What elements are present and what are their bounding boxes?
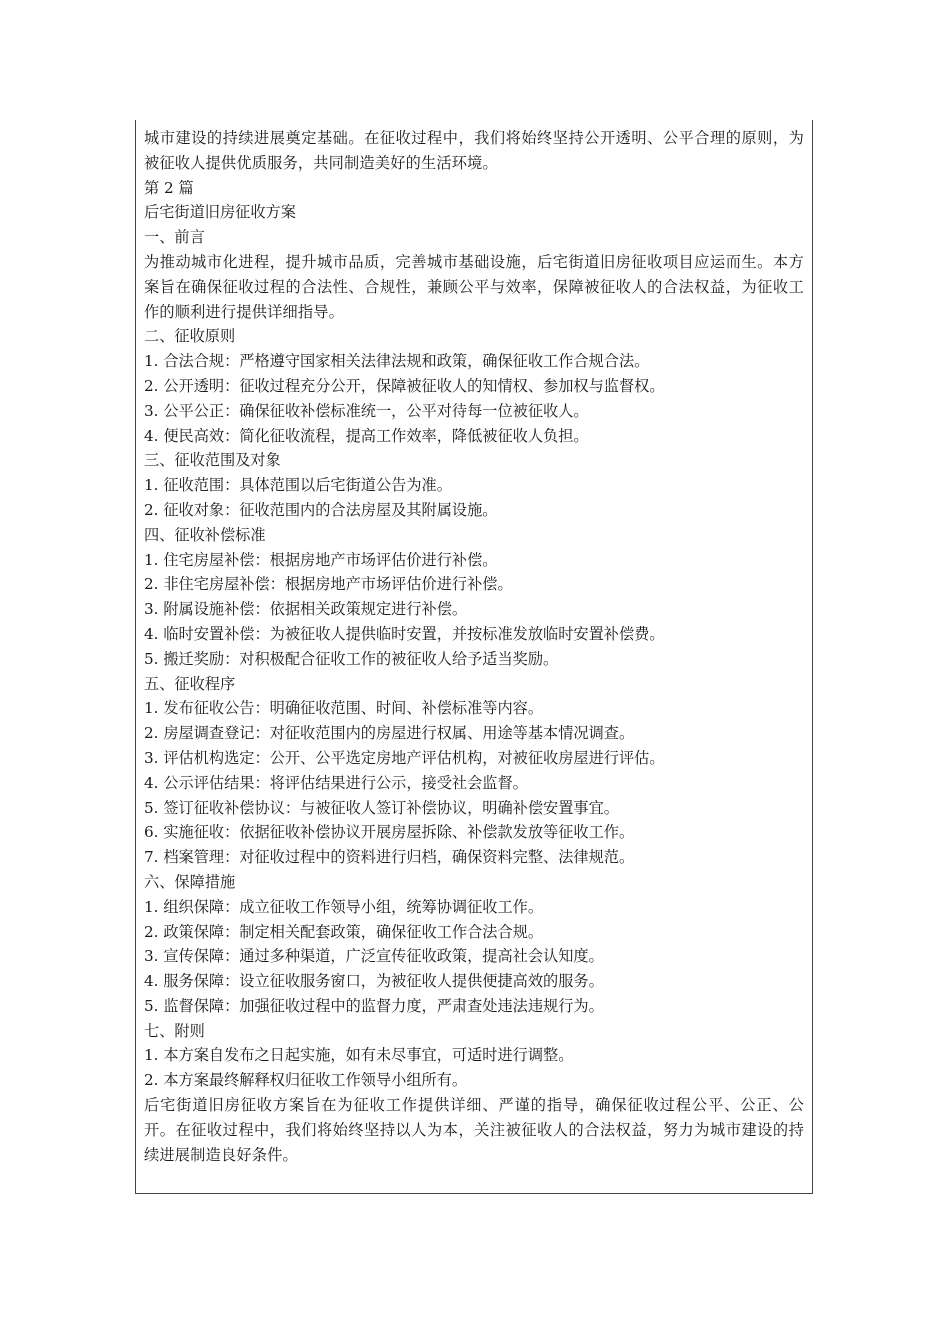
list-item: 2. 本方案最终解释权归征收工作领导小组所有。 xyxy=(144,1071,468,1090)
list-item: 3. 评估机构选定：公开、公平选定房地产评估机构，对被征收房屋进行评估。 xyxy=(144,748,665,767)
list-item: 7. 档案管理：对征收过程中的资料进行归档，确保资料完整、法律规范。 xyxy=(144,848,635,867)
section-heading: 五、征收程序 xyxy=(144,674,236,693)
closing-paragraph: 后宅街道旧房征收方案旨在为征收工作提供详细、严谨的指导，确保征收过程公平、公正、公开。在征收过程中，我们将始终坚持以人为本，关注被征收人的合法权益，努力为城市建设的持续进展制造良好条件。 xyxy=(144,1096,804,1164)
list-item: 5. 签订征收补偿协议：与被征收人签订补偿协议，明确补偿安置事宜。 xyxy=(144,798,619,817)
document-title: 后宅街道旧房征收方案 xyxy=(144,203,296,222)
section-heading: 四、征收补偿标准 xyxy=(144,525,266,544)
list-item: 4. 服务保障：设立征收服务窗口，为被征收人提供便捷高效的服务。 xyxy=(144,972,604,991)
intro-paragraph: 城市建设的持续进展奠定基础。在征收过程中，我们将始终坚持公开透明、公平合理的原则，为被征收人提供优质服务，共同制造美好的生活环境。 xyxy=(144,129,804,172)
list-item: 4. 便民高效：简化征收流程，提高工作效率，降低被征收人负担。 xyxy=(144,426,589,445)
list-item: 2. 公开透明：征收过程充分公开，保障被征收人的知情权、参加权与监督权。 xyxy=(144,376,665,395)
list-item: 2. 征收对象：征收范围内的合法房屋及其附属设施。 xyxy=(144,500,498,519)
part-label: 第 2 篇 xyxy=(144,178,194,197)
list-item: 1. 组织保障：成立征收工作领导小组，统筹协调征收工作。 xyxy=(144,897,544,916)
list-item: 3. 公平公正：确保征收补偿标准统一，公平对待每一位被征收人。 xyxy=(144,401,589,420)
list-item: 5. 监督保障：加强征收过程中的监督力度，严肃查处违法违规行为。 xyxy=(144,996,604,1015)
list-item: 3. 附属设施补偿：依据相关政策规定进行补偿。 xyxy=(144,600,468,619)
section-paragraph: 为推动城市化进程，提升城市品质，完善城市基础设施，后宅街道旧房征收项目应运而生。本方案旨在确保征收过程的合法性、合规性，兼顾公平与效率，保障被征收人的合法权益，为征收工作的顺利进行提供详细指导。 xyxy=(144,252,804,321)
section-heading: 六、保障措施 xyxy=(144,872,236,891)
list-item: 2. 房屋调查登记：对征收范围内的房屋进行权属、用途等基本情况调查。 xyxy=(144,724,635,743)
section-heading: 一、前言 xyxy=(144,228,205,247)
list-item: 4. 临时安置补偿：为被征收人提供临时安置，并按标准发放临时安置补偿费。 xyxy=(144,624,665,643)
section-heading: 七、附则 xyxy=(144,1021,205,1040)
content-frame xyxy=(135,120,813,1194)
list-item: 5. 搬迁奖励：对积极配合征收工作的被征收人给予适当奖励。 xyxy=(144,649,559,668)
list-item: 1. 发布征收公告：明确征收范围、时间、补偿标准等内容。 xyxy=(144,699,544,718)
list-item: 1. 征收范围：具体范围以后宅街道公告为准。 xyxy=(144,476,452,495)
section-heading: 三、征收范围及对象 xyxy=(144,451,281,470)
list-item: 1. 合法合规：严格遵守国家相关法律法规和政策，确保征收工作合规合法。 xyxy=(144,352,650,371)
list-item: 1. 本方案自发布之日起实施，如有未尽事宜，可适时进行调整。 xyxy=(144,1046,574,1065)
list-item: 6. 实施征收：依据征收补偿协议开展房屋拆除、补偿款发放等征收工作。 xyxy=(144,823,635,842)
list-item: 3. 宣传保障：通过多种渠道，广泛宣传征收政策，提高社会认知度。 xyxy=(144,947,604,966)
list-item: 2. 政策保障：制定相关配套政策，确保征收工作合法合规。 xyxy=(144,922,544,941)
list-item: 4. 公示评估结果：将评估结果进行公示，接受社会监督。 xyxy=(144,773,528,792)
section-heading: 二、征收原则 xyxy=(144,327,236,346)
list-item: 1. 住宅房屋补偿：根据房地产市场评估价进行补偿。 xyxy=(144,550,498,569)
list-item: 2. 非住宅房屋补偿：根据房地产市场评估价进行补偿。 xyxy=(144,575,513,594)
